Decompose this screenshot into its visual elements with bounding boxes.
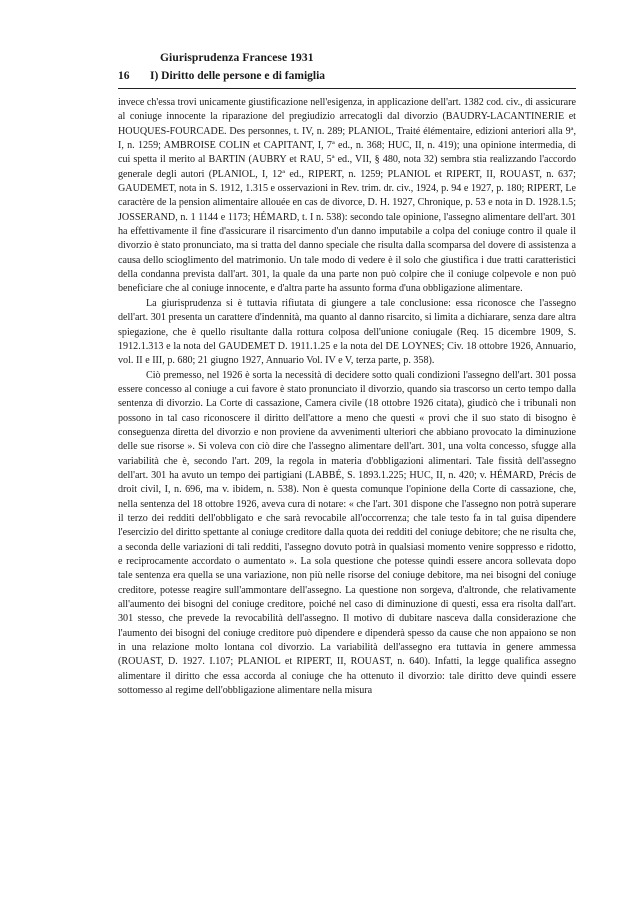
paragraph: Ciò premesso, nel 1926 è sorta la necessità di decidere sotto quali condizioni l'assegno dell'art. 301 possa essere concesso al coniuge a cui favore è stato pronunciato il divorzio, quando sia trascorso un certo tempo dalla sentenza di divorzio. La Corte di cassazione, Camera civile (18 ottobre 1926 citata), giudicò che i tribunali non possono in tal caso riconoscere il diritto dell'attore a meno che questi « provi che il suo stato di bisogno è conseguenza diretta del divorzio e non proviene da avvenimenti ulteriori che abbiano provocato la diminuzione delle sue risorse ». Si voleva con ciò dire che l'assegno alimentare dell'art. 301, una volta concesso, sfugge alla variabilità che è, secondo l'art. 209, la regola in materia d'obbligazioni alimentari. Tale fissità dell'assegno dell'art. 301 ha avuto un tempo dei partigiani (LABBÉ, S. 1893.1.225; HUC, II, n. 420; v. HÉMARD, Précis de droit civil, I, n. 696, ma v. ibidem, n. 538). Non è questa comunque l'opinione della Corte di cassazione, che, nella sentenza del 18 ottobre 1926, aveva cura di notare: « che l'art. 301 dispone che l'assegno non potrà superare il terzo dei redditi dell'obbligato e che sarà revocabile all'occorrenza; che tale testo fa in tal guisa dipendere l'esercizio del diritto spettante al coniuge creditore dalla quota dei redditi del coniuge debitore; che ne risulta che, a seconda delle variazioni di tali redditi, l'assegno dovuto potrà in qualsiasi momento venire soppresso e ridotto, e reciprocamente accordato o aumentato ». La sola questione che potesse quindi essere ancora sollevata dopo tale sentenza era quella se una variazione, non più nelle risorse del coniuge debitore, ma nei bisogni del coniuge creditore, potesse reagire sull'ammontare dell'assegno. La questione non sorgeva, d'altronde, che relativamente all'aumento dei bisogni del coniuge creditore, poiché nel caso di diminuzione di questi, essa era risolta dall'art. 301 stesso, che prevede la revocabilità dell'assegno. Il motivo di dubitare nasceva dalla considerazione che l'aumento dei bisogni del coniuge creditore può dipendere e dipenderà spesso da cause che non appaiono se non in una relazione molto lontana col divorzio. La variabilità dell'assegno era tuttavia in genere ammessa (ROUAST, D. 1927. I.107; PLANIOL et RIPERT, II, ROUAST, n. 640). Infatti, la legge qualifica assegno alimentare il diritto che essa accorda al coniuge che ha ottenuto il divorzio: tale diritto deve quindi essere sottomesso al regime dell'obbligazione alimentare nella misura — [118, 369, 576, 697]
running-title: Giurisprudenza Francese 1931 — [160, 52, 314, 64]
paragraph: La giurisprudenza si è tuttavia rifiutata di giungere a tale conclusione: essa riconosce che l'assegno dell'art. 301 presenta un carattere d'indennità, ma quanto al danno risarcito, si limita a dichiarare, senza dare altra spiegazione, che è quello risultante dalla rottura colposa dell'unione coniugale (Req. 15 dicembre 1909, S. 1912.1.313 e la nota del GAUDEMET D. 1911.1.25 e la nota del DE LOYNES; Civ. 18 ottobre 1926, Annuario, vol. II e III, p. 680; 21 giugno 1927, Annuario Vol. IV e V, terza parte, p. 358). — [118, 297, 576, 367]
section-title: I) Diritto delle persone e di famiglia — [150, 70, 326, 82]
header-rule — [118, 88, 576, 89]
paragraph: invece ch'essa trovi unicamente giustificazione nell'esigenza, in applicazione dell'art. 1382 cod. civ., di assicurare al coniuge innocente la riparazione del pregiudizio arrecatogli dal divorzio (BAUDRY-LACANTINERIE et HOUQUES-FOURCADE. Des personnes, t. IV, n. 289; PLANIOL, Traité élémentaire, edizioni anteriori alla 9ª, I, n. 1259; AMBROISE COLIN et CAPITANT, I, 7ª ed., n. 368; HUC, II, n. 419); una opinione intermedia, di cui spetta il merito al BARTIN (AUBRY et RAU, 5ª ed., VII, § 480, nota 32) sembra stia realizzando l'accordo generale degli autori (PLANIOL, I, 12ª ed., RIPERT, n. 1259; PLANIOL et RIPERT, II, ROUAST, n. 637; GAUDEMET, nota in S. 1912, 1.315 e osservazioni in Rev. trim. dr. civ., 1924, p. 94 e 1927, p. 180; RIPERT, Le caractère de la pension alimentaire allouée en cas de divorce, D. H. 1927, Chronique, p. 53 e nota in D. 1928.1.5; JOSSERAND, n. 1 1144 e 1173; HÉMARD, t. I n. 538): secondo tale opinione, l'assegno alimentare dell'art. 301 ha effettivamente il fine d'assicurare il risarcimento d'un danno imputabile a colpa del coniuge contro il quale il divorzio è stato pronunciato, ma si tratta del danno speciale che risulta dalla scomparsa del dovere di assistenza a causa dello scioglimento del matrimonio. Un tale modo di vedere è il solo che giustifica i due tratti caratteristici della condanna prevista dall'art. 301, la quale da una parte non può colpire che il coniuge colpevole e non può beneficiare che al coniuge innocente, e d'altra parte ha assunto forma d'una obbligazione alimentare. — [118, 97, 576, 295]
page-header — [118, 70, 578, 82]
page-number: 16 — [118, 70, 130, 82]
body-text — [118, 96, 576, 698]
